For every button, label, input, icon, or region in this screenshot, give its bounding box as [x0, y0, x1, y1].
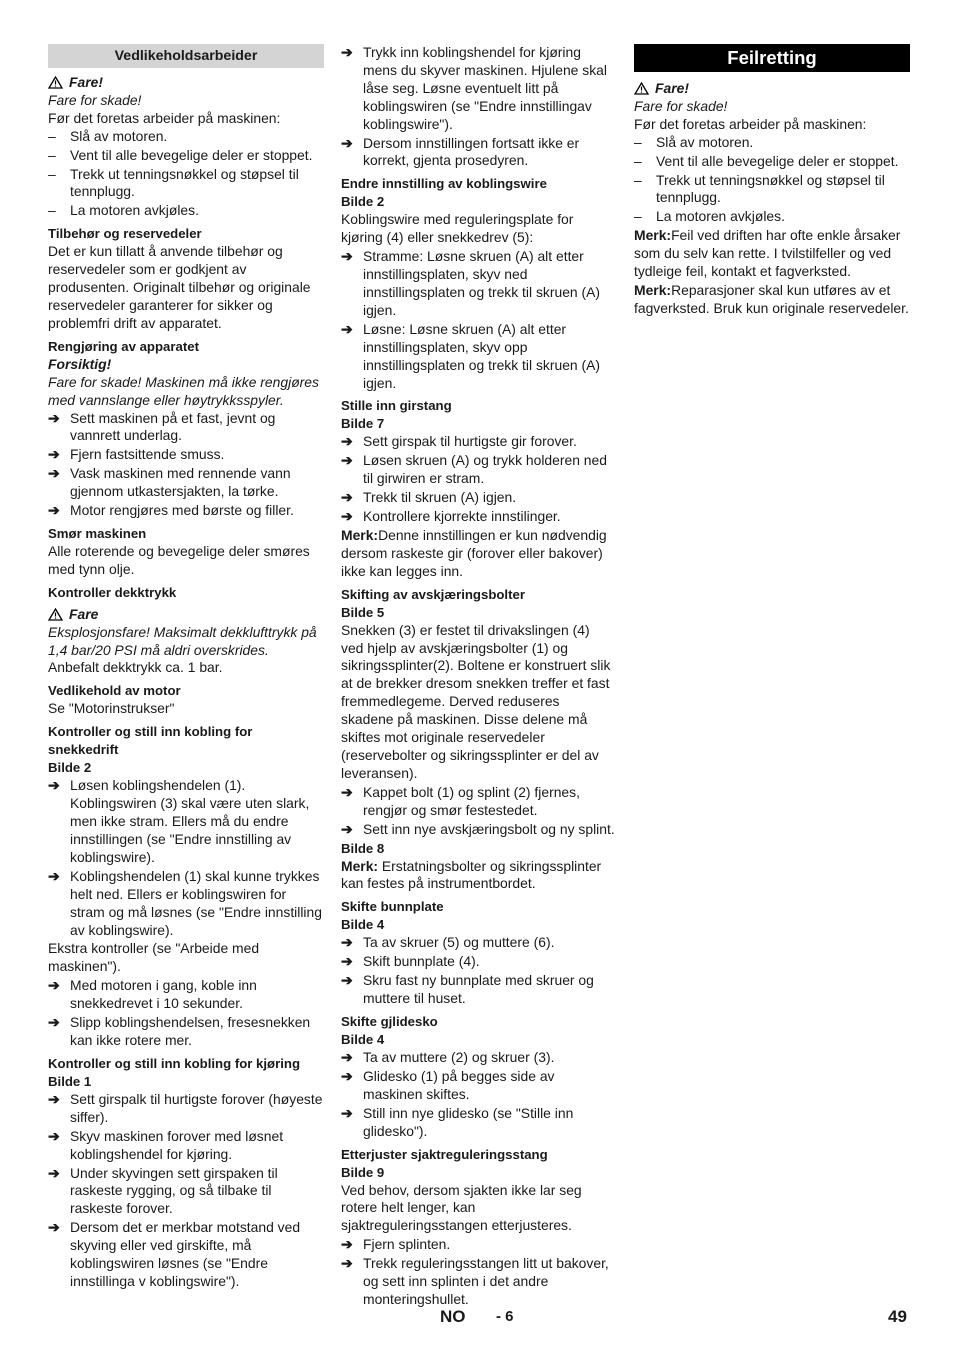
warning-subtitle: Fare for skade! [48, 91, 142, 108]
caution-text: Fare for skade! Maskinen må ikke rengjøres med vannslange eller høytrykksspyler. [48, 373, 319, 408]
list-item: ➔ Stramme: Løsne skruen (A) alt etter innstillingsplaten, skyv ned innstillingsplaten og trekk til skruen (A) igjen. [341, 248, 601, 318]
arrow-right-icon: ➔ [341, 1104, 353, 1121]
warning-text: Eksplosjonsfare! Maksimalt dekklufttrykk på 1,4 bar/20 PSI må aldri overskrides. [48, 623, 317, 658]
list-item: ➔ Koblingshendelen (1) skal kunne trykkes helt ned. Ellers er koblingswiren for stram og må løsnes (se "Endre innstilling av koblingswire). [48, 867, 322, 938]
footer-language: NO [440, 1307, 466, 1326]
caution-label: Forsiktig! [48, 355, 112, 372]
paragraph: Anbefalt dekktrykk ca. 1 bar. [48, 659, 223, 676]
arrow-right-icon: ➔ [341, 1048, 353, 1065]
subheading-snekkedrift: Kontroller og still inn kobling for snekkedrift [48, 724, 253, 758]
subheading-girstang: Stille inn girstang [341, 398, 452, 414]
list-item: – Slå av motoren. [634, 133, 754, 150]
arrow-right-icon: ➔ [48, 465, 60, 482]
figure-ref: Bilde 1 [48, 1073, 92, 1089]
column-1 [48, 44, 324, 1292]
list-item: ➔ Løsen koblingshendelen (1). Koblingswiren (3) skal være uten slark, men ikke stram. Ellers må du endre innstillingen (se "Endre innstilling av koblingswire). [48, 777, 310, 865]
arrow-right-icon: ➔ [341, 44, 353, 60]
list-item: ➔ Kappet bolt (1) og splint (2) fjernes, rengjør og smør festestedet. [341, 783, 580, 818]
arrow-right-icon: ➔ [341, 134, 353, 151]
list-item: ➔ Ta av muttere (2) og skruer (3). [341, 1048, 555, 1065]
arrow-right-icon: ➔ [48, 1014, 60, 1031]
paragraph: Snekken (3) er festet til drivakslingen (4) ved hjelp av avskjæringsbolter (1) og sikringssplinter(2). Boltene er konstruert slik at de brekker dresom snekken treffer et fast fremmedlegeme. Derved reduseres skadene på maskinen. Disse delene må skiftes mot originale reservedeler (reservebolter og sikringssplinter er del av leveransen). [341, 621, 611, 781]
list-item: ➔ Skru fast ny bunnplate med skruer og muttere til huset. [341, 972, 594, 1007]
list-item: ➔ Fjern splinten. [341, 1236, 451, 1253]
list-item: – Trekk ut tenningsnøkkel og støpsel til tennplugg. [634, 171, 885, 206]
section-header-feilretting: Feilretting [634, 44, 910, 72]
subheading-rengjoring: Rengjøring av apparatet [48, 338, 199, 354]
paragraph: Koblingswire med reguleringsplate for kjøring (4) eller snekkedrev (5): [341, 211, 574, 246]
arrow-right-icon: ➔ [48, 502, 60, 519]
column-2 [341, 44, 615, 1310]
subheading-motor: Vedlikehold av motor [48, 683, 181, 699]
warning-triangle-icon [48, 608, 63, 621]
paragraph: Alle roterende og bevegelige deler smøres med tynn olje. [48, 542, 310, 577]
warning-intro: Før det foretas arbeider på maskinen: [634, 115, 867, 132]
subheading-glidesko: Skifte gjlidesko [341, 1013, 438, 1029]
warning-label: Fare [69, 605, 99, 622]
subheading-kjoring: Kontroller og still inn kobling for kjøring [48, 1055, 301, 1071]
list-item: ➔ Sett girspalk til hurtigste forover (høyeste siffer). [48, 1090, 323, 1125]
arrow-right-icon: ➔ [341, 248, 353, 265]
list-item: – Slå av motoren. [48, 127, 168, 144]
arrow-right-icon: ➔ [48, 409, 60, 426]
paragraph: Ekstra kontroller (se "Arbeide med maskinen"). [48, 940, 260, 975]
list-item: ➔ Trekk reguleringsstangen litt ut bakover, og sett inn splinten i det andre monteringshullet. [341, 1255, 609, 1307]
warning-label: Fare! [655, 80, 689, 96]
list-item: – La motoren avkjøles. [634, 208, 785, 225]
figure-ref: Bilde 8 [341, 840, 385, 856]
list-item: ➔ Sett maskinen på et fast, jevnt og vannrett underlag. [48, 409, 276, 444]
subheading-bolter: Skifting av avskjæringsbolter [341, 586, 525, 602]
arrow-right-icon: ➔ [341, 972, 353, 989]
list-item: ➔ Under skyvingen sett girspaken til raskeste rygging, og så tilbake til raskeste forover. [48, 1164, 278, 1217]
note: Merk: Erstatningsbolter og sikringssplinter kan festes på instrumentbordet. [341, 857, 602, 892]
arrow-right-icon: ➔ [341, 433, 353, 450]
paragraph: Ved behov, dersom sjakten ikke lar seg rotere helt lenger, kan sjaktreguleringsstangen etterjusteres. [341, 1181, 582, 1234]
arrow-right-icon: ➔ [48, 777, 60, 794]
list-item: ➔ Ta av skruer (5) og muttere (6). [341, 934, 555, 951]
arrow-right-icon: ➔ [341, 452, 353, 469]
warning-intro: Før det foretas arbeider på maskinen: [48, 109, 281, 126]
arrow-right-icon: ➔ [48, 1164, 60, 1181]
note: Merk:Denne innstillingen er kun nødvendig dersom raskeste gir (forover eller bakover) ikke kan legges inn. [341, 526, 607, 579]
arrow-right-icon: ➔ [341, 489, 353, 506]
section-header-vedlikeholdsarbeider: Vedlikeholdsarbeider [48, 44, 324, 68]
list-item: – Vent til alle bevegelige deler er stoppet. [634, 152, 899, 169]
arrow-right-icon: ➔ [341, 1236, 353, 1253]
list-item: ➔ Skift bunnplate (4). [341, 953, 480, 970]
list-item: ➔ Fjern fastsittende smuss. [48, 446, 225, 463]
paragraph: Det er kun tillatt å anvende tilbehør og reservedeler som er godkjent av produsenten. Originalt tilbehør og originale reservedeler garanterer for sikker og problemfri drift av apparatet. [48, 243, 311, 331]
arrow-right-icon: ➔ [341, 320, 353, 337]
arrow-right-icon: ➔ [341, 1067, 353, 1084]
arrow-right-icon: ➔ [48, 1127, 60, 1144]
arrow-right-icon: ➔ [48, 1219, 60, 1236]
figure-ref: Bilde 2 [341, 194, 385, 210]
list-item: ➔ Still inn nye glidesko (se "Stille inn glidesko"). [341, 1104, 574, 1139]
arrow-right-icon: ➔ [341, 783, 353, 800]
arrow-right-icon: ➔ [341, 508, 353, 525]
figure-ref: Bilde 9 [341, 1164, 385, 1180]
list-item: ➔ Kontrollere kjorrekte innstilinger. [341, 508, 561, 525]
subheading-smor: Smør maskinen [48, 525, 147, 541]
list-item: ➔ Trekk til skruen (A) igjen. [341, 489, 517, 506]
list-item: ➔ Løsen skruen (A) og trykk holderen ned til girwiren er stram. [341, 452, 607, 487]
list-item: ➔ Trykk inn koblingshendel for kjøring mens du skyver maskinen. Hjulene skal låse seg. Løsne eventuelt litt på koblingswiren (se "Endre innstillingav koblingswire"). [341, 44, 607, 132]
list-item: ➔ Dersom innstillingen fortsatt ikke er korrekt, gjenta prosedyren. [341, 134, 580, 169]
footer-page-number: 49 [888, 1307, 907, 1326]
warning-label: Fare! [69, 74, 103, 90]
list-item: – Trekk ut tenningsnøkkel og støpsel til tennplugg. [48, 165, 299, 200]
warning-fare [48, 74, 324, 92]
figure-ref: Bilde 7 [341, 416, 385, 432]
warning-triangle-icon [634, 82, 649, 95]
list-item: – Vent til alle bevegelige deler er stoppet. [48, 146, 313, 163]
warning-fare [48, 606, 324, 624]
figure-ref: Bilde 2 [48, 760, 92, 776]
warning-triangle-icon [48, 76, 63, 89]
warning-subtitle: Fare for skade! [634, 97, 728, 114]
subheading-dekk: Kontroller dekktrykk [48, 584, 177, 600]
list-item: ➔ Slipp koblingshendelsen, fresesnekken kan ikke rotere mer. [48, 1014, 311, 1048]
list-item: ➔ Glidesko (1) på begges side av maskinen skiftes. [341, 1067, 555, 1102]
subheading-sjakt: Etterjuster sjaktreguleringsstang [341, 1146, 548, 1162]
list-item: ➔ Sett inn nye avskjæringsbolt og ny splint. [341, 820, 615, 837]
list-item: ➔ Sett girspak til hurtigste gir forover. [341, 433, 577, 450]
footer-page-local: - 6 [496, 1308, 514, 1325]
subheading-endre: Endre innstilling av koblingswire [341, 176, 547, 192]
note: Merk:Reparasjoner skal kun utføres av et fagverksted. Bruk kun originale reservedeler. [634, 281, 909, 316]
list-item: ➔ Vask maskinen med rennende vann gjennom utkastersjakten, la tørke. [48, 465, 291, 500]
paragraph: Se "Motorinstrukser" [48, 700, 175, 717]
list-item: – La motoren avkjøles. [48, 202, 199, 219]
list-item: ➔ Dersom det er merkbar motstand ved skyving eller ved girskifte, må koblingswiren løsnes (se "Endre innstillinga v koblingswire"). [48, 1219, 301, 1289]
arrow-right-icon: ➔ [341, 934, 353, 951]
note: Merk:Feil ved driften har ofte enkle årsaker som du selv kan rette. I tvilstilfeller og ved tydleige feil, kontakt et fagverksted. [634, 227, 901, 280]
figure-ref: Bilde 4 [341, 917, 385, 933]
list-item: ➔ Motor rengjøres med børste og filler. [48, 502, 294, 519]
list-item: ➔ Med motoren i gang, koble inn snekkedrevet i 10 sekunder. [48, 977, 257, 1012]
subheading-bunnplate: Skifte bunnplate [341, 899, 444, 915]
arrow-right-icon: ➔ [48, 867, 60, 884]
list-item: ➔ Skyv maskinen forover med løsnet koblingshendel for kjøring. [48, 1127, 284, 1162]
arrow-right-icon: ➔ [48, 446, 60, 463]
arrow-right-icon: ➔ [48, 1090, 60, 1107]
arrow-right-icon: ➔ [341, 1255, 353, 1272]
arrow-right-icon: ➔ [341, 953, 353, 970]
figure-ref: Bilde 4 [341, 1031, 385, 1047]
column-3 [634, 44, 910, 319]
list-item: ➔ Løsne: Løsne skruen (A) alt etter innstillingsplaten, skyv opp innstillingsplaten og trekk til skruen (A) igjen. [341, 320, 601, 391]
warning-fare [634, 80, 910, 98]
arrow-right-icon: ➔ [341, 820, 353, 837]
figure-ref: Bilde 5 [341, 604, 385, 620]
subheading-tilbehor: Tilbehør og reservedeler [48, 226, 202, 242]
arrow-right-icon: ➔ [48, 977, 60, 994]
